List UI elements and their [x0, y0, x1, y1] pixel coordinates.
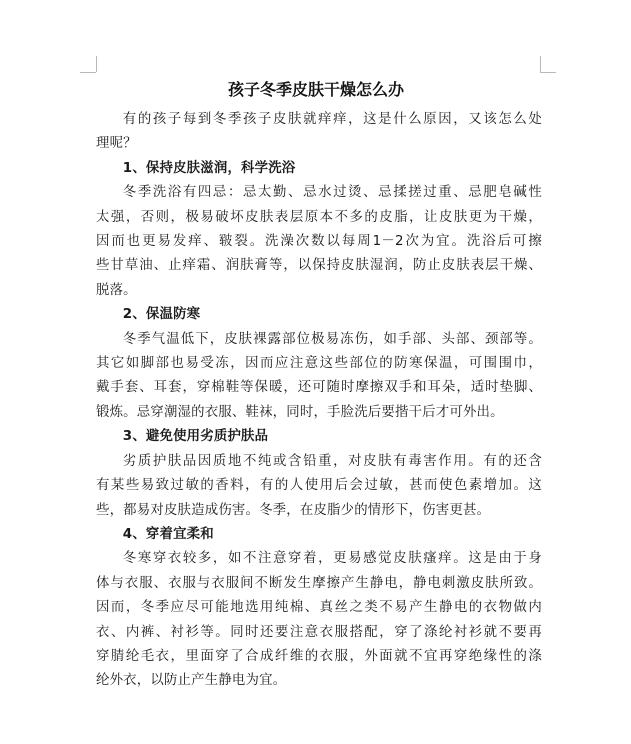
section-paragraph [96, 547, 542, 693]
text-line: 冬季洗浴有四忌：忌太勤、忌水过烫、忌揉搓过重、忌肥皂碱性 [122, 185, 542, 201]
text-line: 锻炼。忌穿潮湿的衣服、鞋袜，同时，手脸洗后要揩干后才可外出。 [96, 404, 504, 420]
text-line: 些甘草油、止痒霜、润肤膏等，以保持皮肤湿润，防止皮肤表层干燥、 [96, 258, 542, 274]
text-line: 纶外衣，以防止产生静电为宜。 [96, 673, 287, 689]
section-heading: 2、保温防寒 [122, 307, 201, 323]
section-paragraph [96, 181, 542, 303]
text-line: 因而也更易发痒、皲裂。洗澡次数以每周1－2次为宜。洗浴后可擦 [96, 234, 542, 250]
section-heading: 1、保持皮肤滋润，科学洗浴 [122, 160, 296, 176]
text-line: 冬寒穿衣较多，如不注意穿着，更易感觉皮肤瘙痒。这是由于身 [122, 551, 542, 567]
document-title: 孩子冬季皮肤干燥怎么办 [227, 80, 404, 99]
text-line: 冬季气温低下，皮肤裸露部位极易冻伤，如手部、头部、颈部等。 [122, 331, 542, 347]
section-heading: 4、穿着宜柔和 [122, 526, 214, 542]
text-line: 衣、内裤、衬衫等。同时还要注意衣服搭配，穿了涤纶衬衫就不要再 [96, 624, 542, 640]
section-paragraph [96, 450, 542, 523]
text-line: 穿腈纶毛衣，里面穿了合成纤维的衣服，外面就不宜再穿绝缘性的涤 [96, 648, 542, 664]
section-paragraph [96, 328, 542, 426]
text-line: 太强，否则，极易破坏皮肤表层原本不多的皮脂，让皮肤更为干燥， [96, 209, 542, 225]
text-line: 体与衣服、衣服与衣服间不断发生摩擦产生静电，静电刺激皮肤所致。 [96, 575, 542, 591]
text-line: 脱落。 [96, 282, 137, 298]
text-line: 因而，冬季应尽可能地选用纯棉、真丝之类不易产生静电的衣物做内 [96, 600, 542, 616]
crop-mark-top-left-horizontal [80, 72, 96, 73]
text-line: 有的孩子每到冬季孩子皮肤就痒痒，这是什么原因，又该怎么处 [122, 112, 542, 127]
text-line: 其它如脚部也易受冻，因而应注意这些部位的防寒保温，可围围巾， [96, 356, 542, 372]
crop-mark-top-right-vertical [540, 56, 541, 72]
crop-mark-top-left-vertical [96, 56, 97, 72]
text-line: 些，都易对皮肤造成伤害。冬季，在皮脂少的情形下，伤害更甚。 [96, 502, 491, 518]
crop-mark-top-right-horizontal [540, 72, 556, 73]
text-line: 有某些易致过敏的香料，有的人使用后会过敏，甚而使色素增加。这 [96, 478, 542, 494]
text-line: 理呢？ [96, 136, 137, 152]
section-heading: 3、避免使用劣质护肤品 [122, 429, 269, 445]
intro-paragraph [96, 108, 542, 157]
text-line: 劣质护肤品因质地不纯或含铅重，对皮肤有毒害作用。有的还含 [122, 453, 542, 469]
text-line: 戴手套、耳套，穿棉鞋等保暖，还可随时摩擦双手和耳朵，适时垫脚、 [96, 380, 542, 396]
document-body [96, 108, 542, 694]
